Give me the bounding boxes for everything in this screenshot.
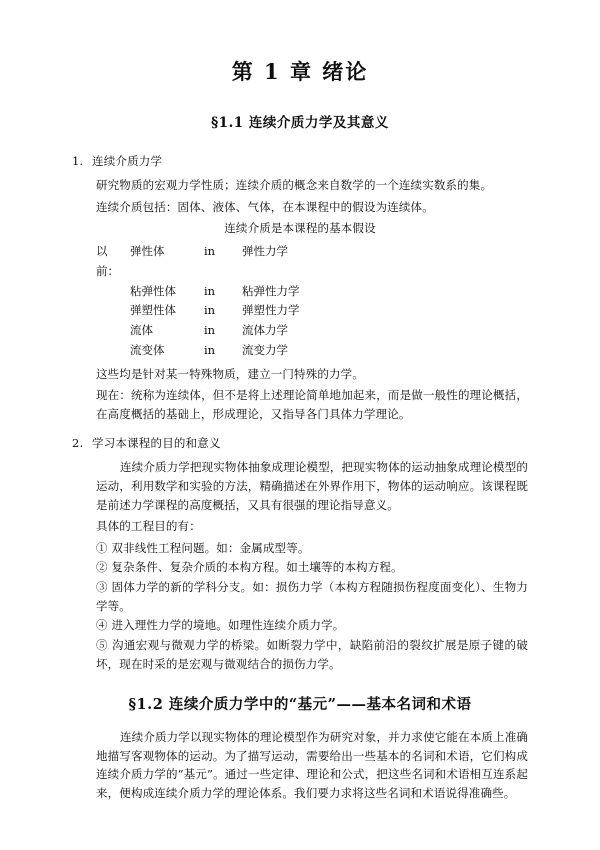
table-cell-body: 流体 xyxy=(130,323,153,338)
item-1-paragraph-3: 这些均是针对某一特殊物质，建立一门特殊的力学。 xyxy=(96,366,364,381)
table-cell-in: in xyxy=(204,303,216,318)
table-cell-discipline: 粘弹性力学 xyxy=(242,283,300,298)
table-cell-body: 弹性体 xyxy=(130,243,165,258)
table-cell-body: 流变体 xyxy=(130,342,165,357)
item-1-paragraph-2: 连续介质包括：固体、液体、气体，在本课程中的假设为连续体。 xyxy=(96,199,434,214)
table-cell-discipline: 弹性力学 xyxy=(242,243,288,258)
section-1-2-paragraph-1: 连续介质力学以现实物体的理论模型作为研究对象，并力求使它能在本质上准确地描写客观物体的运动。为了描写运动，需要给出一些基本的名词和术语，它们构成连续介质力学的“基元”。通过一些定律、理论和公式，把这些名词和术语相互连系起来，便构成连续介质力学的理论体系。我们要力求将这些名词和术语说得准确些。 xyxy=(96,730,528,801)
list-item: ③ 固体力学的新的学科分支。如：损伤力学（本构方程随损伤程度面变化）、生物力学等。 xyxy=(96,580,528,613)
mechanics-mapping-table xyxy=(96,242,528,361)
table-row xyxy=(96,242,528,282)
item-2-paragraph-1: 连续介质力学把现实物体抽象成理论模型，把现实物体的运动抽象成理论模型的运动，利用数学和实验的方法，精确描述在外界作用下，物体的运动响应。该课程既是前述力学课程的高度概括，又具有很强的理论指导意义。 xyxy=(96,460,528,512)
item-2-label: 学习本课程的目的和意义 xyxy=(92,436,221,451)
section-1-1-heading: §1.1 连续介质力学及其意义 xyxy=(211,115,389,132)
table-cell-in: in xyxy=(204,323,216,338)
item-1-paragraph-4: 现在：统称为连续体，但不是将上述理论简单地加起来，而是做一般性的理论概括，在高度概括的基础上，形成理论，又指导各门具体力学理论。 xyxy=(96,388,528,421)
list-item: ④ 进入理性力学的境地。如理性连续介质力学。 xyxy=(96,618,345,633)
chapter-title: 第 1 章 绪论 xyxy=(231,59,369,84)
item-1-index: 1. xyxy=(72,154,84,169)
table-row xyxy=(96,321,528,341)
table-cell-in: in xyxy=(204,342,216,357)
item-2-index: 2. xyxy=(72,436,84,451)
item-2-paragraph-2: 具体的工程目的有： xyxy=(96,519,201,534)
table-cell-body: 弹塑性体 xyxy=(130,303,176,318)
list-item: ② 复杂条件、复杂介质的本构方程。如土壤等的本构方程。 xyxy=(96,560,403,575)
item-1-label: 连续介质力学 xyxy=(92,154,163,169)
item-1-heading xyxy=(72,153,528,171)
table-row xyxy=(96,282,528,302)
table-cell-in: in xyxy=(204,283,216,298)
item-2-heading xyxy=(72,435,528,453)
page-content xyxy=(72,58,528,806)
table-lead-label: 以前： xyxy=(96,243,119,278)
table-row xyxy=(96,341,528,361)
table-cell-in: in xyxy=(204,243,216,258)
list-item: ⑤ 沟通宏观与微观力学的桥梁。如断裂力学中，缺陷前沿的裂纹扩展是原子键的破坏，现在时采的是宏观与微观结合的损伤力学。 xyxy=(96,637,528,671)
table-cell-discipline: 流变力学 xyxy=(242,342,288,357)
item-1-paragraph-1: 研究物质的宏观力学性质；连续介质的概念来自数学的一个连续实数系的集。 xyxy=(96,178,493,193)
table-cell-discipline: 流体力学 xyxy=(242,323,288,338)
table-row xyxy=(96,301,528,321)
list-item: ① 双非线性工程问题。如：金属成型等。 xyxy=(96,540,310,555)
section-1-2-heading: §1.2 连续介质力学中的“基元”——基本名词和术语 xyxy=(128,696,472,714)
table-cell-body: 粘弹性体 xyxy=(130,283,176,298)
item-1-assumption-line: 连续介质是本课程的基本假设 xyxy=(224,221,376,236)
table-cell-discipline: 弹塑性力学 xyxy=(242,303,300,318)
